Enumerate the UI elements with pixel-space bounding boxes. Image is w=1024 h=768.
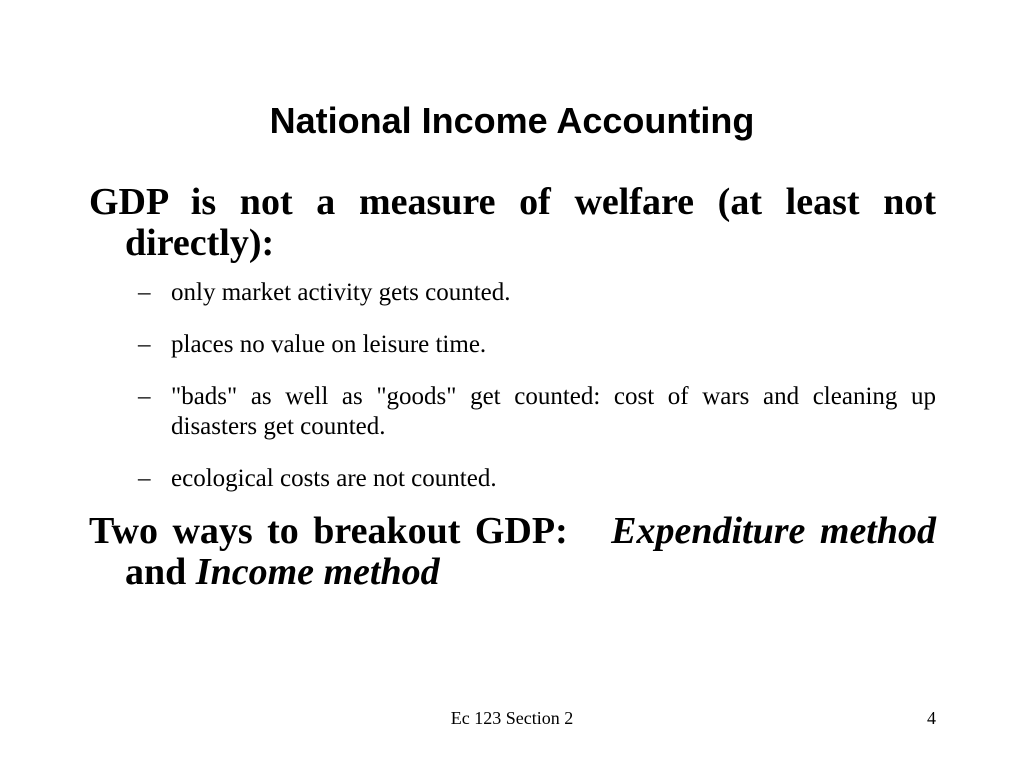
sub-point-leisure-time [89,330,936,360]
sub-point-market-activity [89,278,936,308]
sub-point-text: places no value on leisure time. [171,331,487,358]
breakout-lead-text: Two ways to breakout GDP: [89,510,568,552]
dash-bullet: – [138,279,151,306]
expenditure-method-text: Expenditure method [611,510,936,552]
main-point-gdp-breakout [89,511,936,593]
slide-title: National Income Accounting [269,100,755,141]
sub-point-bads-and-goods [89,382,936,442]
income-method-text: Income method [195,551,440,593]
main-point-gdp-welfare: GDP is not a measure of welfare (at least not directly): [89,181,936,264]
sub-point-list [89,278,936,494]
dash-bullet: – [138,465,151,492]
footer-course-label: Ec 123 Section 2 [450,708,574,728]
dash-bullet: – [138,331,151,358]
sub-point-text: "bads" as well as "goods" get counted: cost of wars and cleaning up disasters get counted. [171,383,936,440]
dash-bullet: – [138,383,151,410]
sub-point-ecological-costs [89,464,936,494]
connector-text: and [125,551,187,593]
slide-body [89,182,936,593]
page-number: 4 [927,708,936,728]
sub-point-text: only market activity gets counted. [171,279,511,306]
sub-point-text: ecological costs are not counted. [171,465,497,492]
